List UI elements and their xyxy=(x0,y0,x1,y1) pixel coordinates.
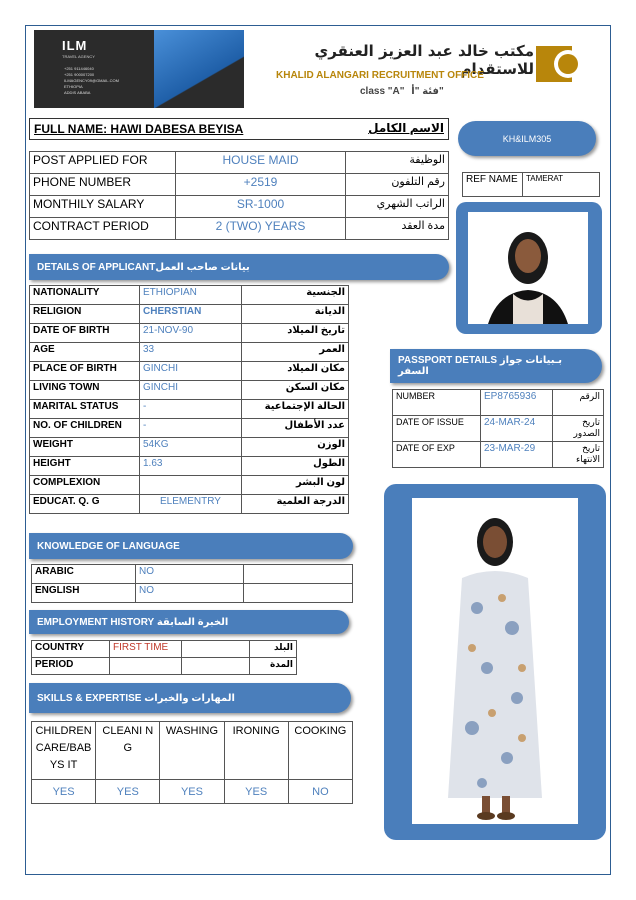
skill-header: CHILDREN CARE/BABYS IT xyxy=(32,722,96,780)
language-value: NO xyxy=(136,584,244,603)
applicant-arabic: تاريخ الميلاد xyxy=(242,324,349,343)
applicant-row xyxy=(30,495,349,514)
skill-header: IRONING xyxy=(224,722,288,780)
job-row xyxy=(30,196,449,218)
applicant-arabic: مكان السكن xyxy=(242,381,349,400)
passport-value: 23-MAR-29 xyxy=(481,442,553,468)
applicant-label: MARITAL STATUS xyxy=(30,400,140,419)
language-empty-cell xyxy=(244,565,353,584)
applicant-label: RELIGION xyxy=(30,305,140,324)
full-name-arabic: الاسم الكامل xyxy=(368,121,444,135)
passport-value: 24-MAR-24 xyxy=(481,416,553,442)
applicant-row xyxy=(30,305,349,324)
skill-header: COOKING xyxy=(288,722,352,780)
passport-arabic: الرقم xyxy=(553,390,604,416)
language-row xyxy=(32,584,353,603)
applicant-value: 1.63 xyxy=(140,457,242,476)
job-arabic: رقم التلفون xyxy=(346,174,449,196)
full-body-frame xyxy=(384,484,606,840)
language-value: NO xyxy=(136,565,244,584)
job-value: SR-1000 xyxy=(176,196,346,218)
job-row xyxy=(30,152,449,174)
applicant-row xyxy=(30,476,349,495)
job-label: PHONE NUMBER xyxy=(30,174,176,196)
language-band xyxy=(29,533,353,559)
employment-value xyxy=(110,658,182,675)
ref-table xyxy=(462,172,600,197)
passport-label: NUMBER xyxy=(393,390,481,416)
card-phone1: +251 911446040 xyxy=(64,66,94,71)
agency-card xyxy=(34,30,244,108)
skill-header: WASHING xyxy=(160,722,224,780)
ref-value: TAMERAT xyxy=(523,173,600,197)
applicant-details-band xyxy=(29,254,449,280)
applicant-label: WEIGHT xyxy=(30,438,140,457)
job-arabic: الوظيفة xyxy=(346,152,449,174)
job-label: MONTHILY SALARY xyxy=(30,196,176,218)
language-title: KNOWLEDGE OF LANGUAGE xyxy=(37,540,180,552)
employment-row xyxy=(32,658,297,675)
skill-value: YES xyxy=(96,780,160,804)
job-value: 2 (TWO) YEARS xyxy=(176,218,346,240)
employment-band xyxy=(29,610,349,634)
applicant-arabic: الديانة xyxy=(242,305,349,324)
language-table xyxy=(31,564,353,603)
employment-value: FIRST TIME xyxy=(110,641,182,658)
job-row xyxy=(30,174,449,196)
language-row xyxy=(32,565,353,584)
applicant-value xyxy=(140,476,242,495)
passport-value: EP8765936 xyxy=(481,390,553,416)
applicant-row xyxy=(30,457,349,476)
agency-header xyxy=(252,30,604,108)
applicant-arabic: الجنسية xyxy=(242,286,349,305)
applicant-value: 21-NOV-90 xyxy=(140,324,242,343)
applicant-arabic: الطول xyxy=(242,457,349,476)
applicant-value: GINCHI xyxy=(140,381,242,400)
applicant-label: NATIONALITY xyxy=(30,286,140,305)
skill-value: YES xyxy=(224,780,288,804)
skills-band xyxy=(29,683,351,713)
language-empty-cell xyxy=(244,584,353,603)
job-row xyxy=(30,218,449,240)
applicant-details-title: DETAILS OF APPLICANTبيانات صاحب العمل xyxy=(37,261,250,273)
applicant-arabic: الدرجة العلمية xyxy=(242,495,349,514)
applicant-value: - xyxy=(140,400,242,419)
card-location1: ETHIOPIA xyxy=(64,84,83,89)
applicant-arabic: العمر xyxy=(242,343,349,362)
applicant-value: 33 xyxy=(140,343,242,362)
applicant-value: ETHIOPIAN xyxy=(140,286,242,305)
job-table xyxy=(29,151,449,240)
employment-row xyxy=(32,641,297,658)
employment-title: EMPLOYMENT HISTORY الخبرة السابقة xyxy=(37,616,229,628)
applicant-value: CHERSTIAN xyxy=(140,305,242,324)
applicant-row xyxy=(30,400,349,419)
full-name-row xyxy=(29,118,449,140)
card-phone2: +251 900007200 xyxy=(64,72,95,77)
employment-empty-cell xyxy=(182,641,250,658)
full-body-photo xyxy=(412,498,578,824)
passport-band xyxy=(390,349,602,383)
portrait-frame xyxy=(456,202,602,334)
full-name: FULL NAME: HAWI DABESA BEYISA xyxy=(34,122,244,136)
portrait-photo xyxy=(468,212,588,324)
applicant-arabic: لون البشر xyxy=(242,476,349,495)
applicant-value: ELEMENTRY xyxy=(140,495,242,514)
employment-table xyxy=(31,640,297,675)
passport-arabic: تاريخ الانتهاء xyxy=(553,442,604,468)
passport-label: DATE OF ISSUE xyxy=(393,416,481,442)
applicant-label: NO. OF CHILDREN xyxy=(30,419,140,438)
applicant-arabic: مكان الميلاد xyxy=(242,362,349,381)
card-title: ILM xyxy=(62,38,88,53)
passport-row xyxy=(393,442,604,468)
skill-value: NO xyxy=(288,780,352,804)
card-location2: ADDIS ABABA xyxy=(64,90,91,95)
applicant-arabic: الحالة الإجتماعية xyxy=(242,400,349,419)
applicant-label: HEIGHT xyxy=(30,457,140,476)
job-value: +2519 xyxy=(176,174,346,196)
applicant-row xyxy=(30,381,349,400)
applicant-row xyxy=(30,324,349,343)
job-arabic: الراتب الشهري xyxy=(346,196,449,218)
skill-value: YES xyxy=(32,780,96,804)
ref-label: REF NAME xyxy=(463,173,523,197)
passport-row xyxy=(393,416,604,442)
code-badge xyxy=(458,121,596,156)
applicant-arabic: الوزن xyxy=(242,438,349,457)
job-label: POST APPLIED FOR xyxy=(30,152,176,174)
applicant-row xyxy=(30,286,349,305)
employment-arabic: البلد xyxy=(250,641,297,658)
job-value: HOUSE MAID xyxy=(176,152,346,174)
applicant-row xyxy=(30,343,349,362)
agency-name-english: KHALID ALANGARI RECRUITMENT OFFICE xyxy=(276,70,484,81)
applicant-label: PLACE OF BIRTH xyxy=(30,362,140,381)
applicant-row xyxy=(30,362,349,381)
passport-arabic: تاريخ الصدور xyxy=(553,416,604,442)
passport-title: PASSPORT DETAILS بـبيانات جواز السفر xyxy=(398,355,562,377)
applicant-label: EDUCAT. Q. G xyxy=(30,495,140,514)
applicant-arabic: عدد الأطفال xyxy=(242,419,349,438)
applicant-label: COMPLEXION xyxy=(30,476,140,495)
agency-name-arabic: مكتب خالد عبد العزيز العنقري للاستقدام xyxy=(314,42,534,78)
applicant-table xyxy=(29,285,349,514)
skill-header: CLEANI NG xyxy=(96,722,160,780)
passport-row xyxy=(393,390,604,416)
passport-table xyxy=(392,389,604,468)
agency-logo xyxy=(534,42,584,86)
card-subtitle: TRAVEL AGENCY xyxy=(62,54,95,59)
language-label: ENGLISH xyxy=(32,584,136,603)
applicant-value: 54KG xyxy=(140,438,242,457)
passport-label: DATE OF EXP xyxy=(393,442,481,468)
applicant-label: LIVING TOWN xyxy=(30,381,140,400)
skills-title: SKILLS & EXPERTISE المهارات والخبرات xyxy=(37,692,235,704)
applicant-value: - xyxy=(140,419,242,438)
card-email: ILMAGENCY09@GMAIL.COM xyxy=(64,78,119,83)
employment-arabic: المدة xyxy=(250,658,297,675)
job-arabic: مدة العقد xyxy=(346,218,449,240)
job-label: CONTRACT PERIOD xyxy=(30,218,176,240)
employment-label: COUNTRY xyxy=(32,641,110,658)
applicant-code: KH&ILM305 xyxy=(502,133,552,144)
employment-label: PERIOD xyxy=(32,658,110,675)
applicant-row xyxy=(30,419,349,438)
skill-value: YES xyxy=(160,780,224,804)
employment-empty-cell xyxy=(182,658,250,675)
language-label: ARABIC xyxy=(32,565,136,584)
applicant-label: DATE OF BIRTH xyxy=(30,324,140,343)
class-arabic: فئة "أ" xyxy=(411,86,444,97)
applicant-value: GINCHI xyxy=(140,362,242,381)
applicant-label: AGE xyxy=(30,343,140,362)
class-label: class "A" xyxy=(360,86,405,97)
applicant-row xyxy=(30,438,349,457)
skills-table xyxy=(31,721,353,804)
